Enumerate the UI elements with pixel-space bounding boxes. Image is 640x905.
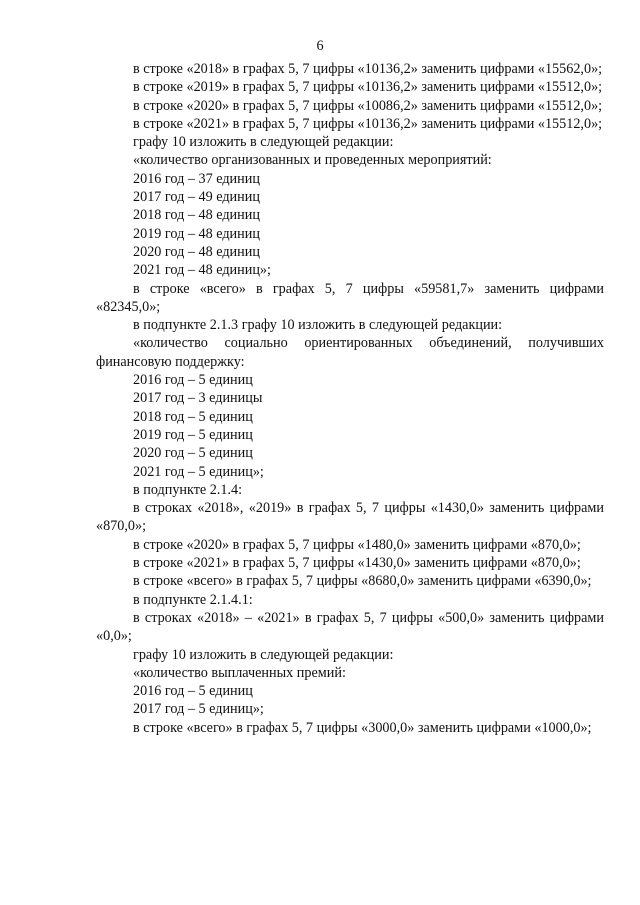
paragraph: графу 10 изложить в следующей редакции: (133, 646, 394, 663)
paragraph: 2016 год – 5 единиц (133, 372, 253, 389)
paragraph: в подпункте 2.1.3 графу 10 изложить в следующей редакции: (133, 317, 503, 334)
paragraph: в строках «2018», «2019» в графах 5, 7 цифры «1430,0» заменить цифрами «870,0»; (96, 500, 604, 535)
paragraph: 2016 год – 5 единиц (133, 683, 253, 700)
paragraph: в строке «2019» в графах 5, 7 цифры «10136,2» заменить цифрами «15512,0»; (133, 79, 603, 96)
paragraph: графу 10 изложить в следующей редакции: (133, 134, 394, 151)
paragraph: в строке «2020» в графах 5, 7 цифры «10086,2» заменить цифрами «15512,0»; (133, 97, 603, 114)
paragraph: 2019 год – 5 единиц (133, 426, 253, 443)
paragraph: в строке «2018» в графах 5, 7 цифры «10136,2» заменить цифрами «15562,0»; (133, 61, 603, 77)
paragraph: в строке «2021» в графах 5, 7 цифры «1430,0» заменить цифрами «870,0»; (133, 555, 581, 572)
paragraph: 2019 год – 48 единиц (133, 225, 260, 242)
document-body (96, 60, 604, 737)
paragraph: 2018 год – 48 единиц (133, 207, 260, 224)
paragraph: 2017 год – 3 единицы (133, 390, 263, 407)
paragraph: 2020 год – 5 единиц (133, 445, 253, 462)
paragraph: в подпункте 2.1.4: (133, 481, 243, 498)
paragraph: 2017 год – 49 единиц (133, 189, 260, 206)
paragraph: 2021 год – 48 единиц»; (133, 262, 271, 279)
paragraph: в строке «2020» в графах 5, 7 цифры «1480,0» заменить цифрами «870,0»; (133, 536, 581, 553)
paragraph: в строке «всего» в графах 5, 7 цифры «3000,0» заменить цифрами «1000,0»; (133, 719, 592, 736)
paragraph: 2020 год – 48 единиц (133, 243, 260, 260)
paragraph: 2021 год – 5 единиц»; (133, 463, 264, 480)
paragraph: 2017 год – 5 единиц»; (133, 701, 264, 718)
paragraph: 2018 год – 5 единиц (133, 408, 253, 425)
paragraph: «количество организованных и проведенных мероприятий: (133, 152, 492, 169)
paragraph: в строке «2021» в графах 5, 7 цифры «10136,2» заменить цифрами «15512,0»; (133, 115, 603, 132)
paragraph: в строке «всего» в графах 5, 7 цифры «59581,7» заменить цифрами «82345,0»; (96, 280, 604, 315)
paragraph: «количество выплаченных премий: (133, 664, 346, 681)
page-number: 6 (316, 38, 324, 54)
paragraph: «количество социально ориентированных объединений, получивших финансовую поддержку: (96, 335, 604, 370)
paragraph: 2016 год – 37 единиц (133, 170, 260, 187)
paragraph: в строке «всего» в графах 5, 7 цифры «8680,0» заменить цифрами «6390,0»; (133, 573, 592, 590)
paragraph: в подпункте 2.1.4.1: (133, 591, 253, 608)
paragraph: в строках «2018» – «2021» в графах 5, 7 цифры «500,0» заменить цифрами «0,0»; (96, 609, 604, 645)
